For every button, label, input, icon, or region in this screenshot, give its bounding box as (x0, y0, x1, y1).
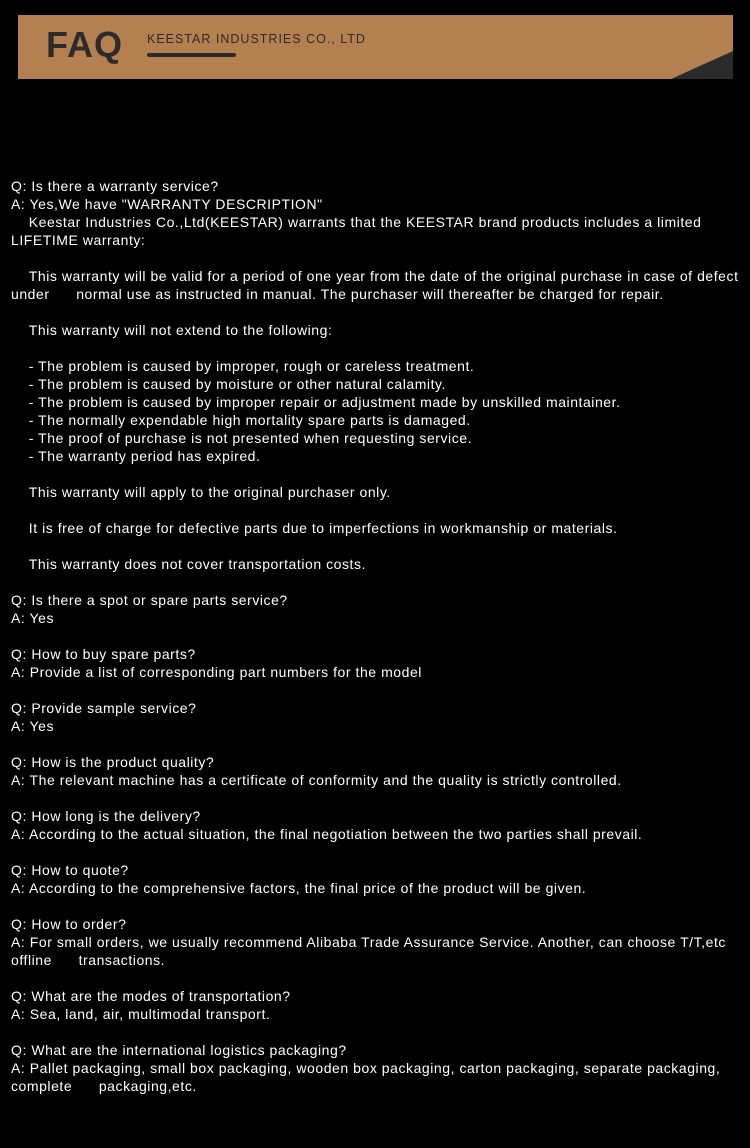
faq-text-line: It is free of charge for defective parts due to imperfections in workmanship or materials. (11, 520, 618, 536)
faq-answer: A: According to the comprehensive factors, the final price of the product will be given. (11, 880, 587, 896)
paragraph-gap (11, 339, 743, 357)
paragraph-gap (11, 537, 743, 555)
faq-answer: A: Pallet packaging, small box packaging, wooden box packaging, carton packaging, separate packaging, complete packaging,etc. (11, 1060, 725, 1094)
faq-answer: A: Provide a list of corresponding part numbers for the model (11, 664, 422, 680)
paragraph-gap (11, 843, 743, 861)
faq-text-line: This warranty does not cover transportation costs. (11, 556, 366, 572)
warranty-exclusion-item: - The normally expendable high mortality spare parts is damaged. (11, 412, 471, 428)
faq-answer: A: Yes (11, 610, 55, 626)
page-title: FAQ (46, 24, 124, 65)
faq-question: Q: Provide sample service? (11, 700, 197, 716)
warranty-exclusion-item: - The proof of purchase is not presented when requesting service. (11, 430, 473, 446)
faq-answer: A: Sea, land, air, multimodal transport. (11, 1006, 271, 1022)
faq-content (11, 177, 743, 1095)
faq-question: Q: How to buy spare parts? (11, 646, 196, 662)
faq-text-line: This warranty will apply to the original purchaser only. (11, 484, 391, 500)
faq-answer: A: The relevant machine has a certificate of conformity and the quality is strictly controlled. (11, 772, 622, 788)
warranty-exclusion-item: - The problem is caused by improper, rough or careless treatment. (11, 358, 475, 374)
company-name: KEESTAR INDUSTRIES CO., LTD (147, 32, 366, 46)
faq-question: Q: How to order? (11, 916, 127, 932)
faq-banner (18, 15, 733, 79)
faq-question: Q: What are the international logistics packaging? (11, 1042, 347, 1058)
paragraph-gap (11, 249, 743, 267)
paragraph-gap (11, 735, 743, 753)
faq-question: Q: How is the product quality? (11, 754, 215, 770)
paragraph-gap (11, 627, 743, 645)
corner-decoration (671, 51, 733, 79)
faq-question: Q: How long is the delivery? (11, 808, 201, 824)
faq-answer: A: For small orders, we usually recommend Alibaba Trade Assurance Service. Another, can choose T/T,etc offline transactions. (11, 934, 731, 968)
paragraph-gap (11, 465, 743, 483)
faq-answer: A: Yes (11, 718, 55, 734)
warranty-exclusion-item: - The problem is caused by moisture or other natural calamity. (11, 376, 446, 392)
paragraph-gap (11, 303, 743, 321)
paragraph-gap (11, 897, 743, 915)
faq-answer: A: Yes,We have "WARRANTY DESCRIPTION" (11, 196, 323, 212)
faq-text-line: This warranty will be valid for a period of one year from the date of the original purchase in case of defect under normal use as instructed in manual. The purchaser will thereafter be charged for repair. (11, 268, 743, 302)
warranty-exclusion-item: - The problem is caused by improper repair or adjustment made by unskilled maintainer. (11, 394, 621, 410)
paragraph-gap (11, 501, 743, 519)
faq-question: Q: Is there a warranty service? (11, 178, 219, 194)
paragraph-gap (11, 789, 743, 807)
faq-text-line: Keestar Industries Co.,Ltd(KEESTAR) warrants that the KEESTAR brand products includes a limited LIFETIME warranty: (11, 214, 706, 248)
warranty-exclusion-item: - The warranty period has expired. (11, 448, 261, 464)
paragraph-gap (11, 969, 743, 987)
faq-question: Q: Is there a spot or spare parts service? (11, 592, 288, 608)
faq-question: Q: How to quote? (11, 862, 129, 878)
faq-text-line: This warranty will not extend to the following: (11, 322, 333, 338)
paragraph-gap (11, 1023, 743, 1041)
faq-question: Q: What are the modes of transportation? (11, 988, 291, 1004)
paragraph-gap (11, 681, 743, 699)
company-underline (147, 53, 236, 57)
paragraph-gap (11, 573, 743, 591)
faq-answer: A: According to the actual situation, the final negotiation between the two parties shall prevail. (11, 826, 643, 842)
